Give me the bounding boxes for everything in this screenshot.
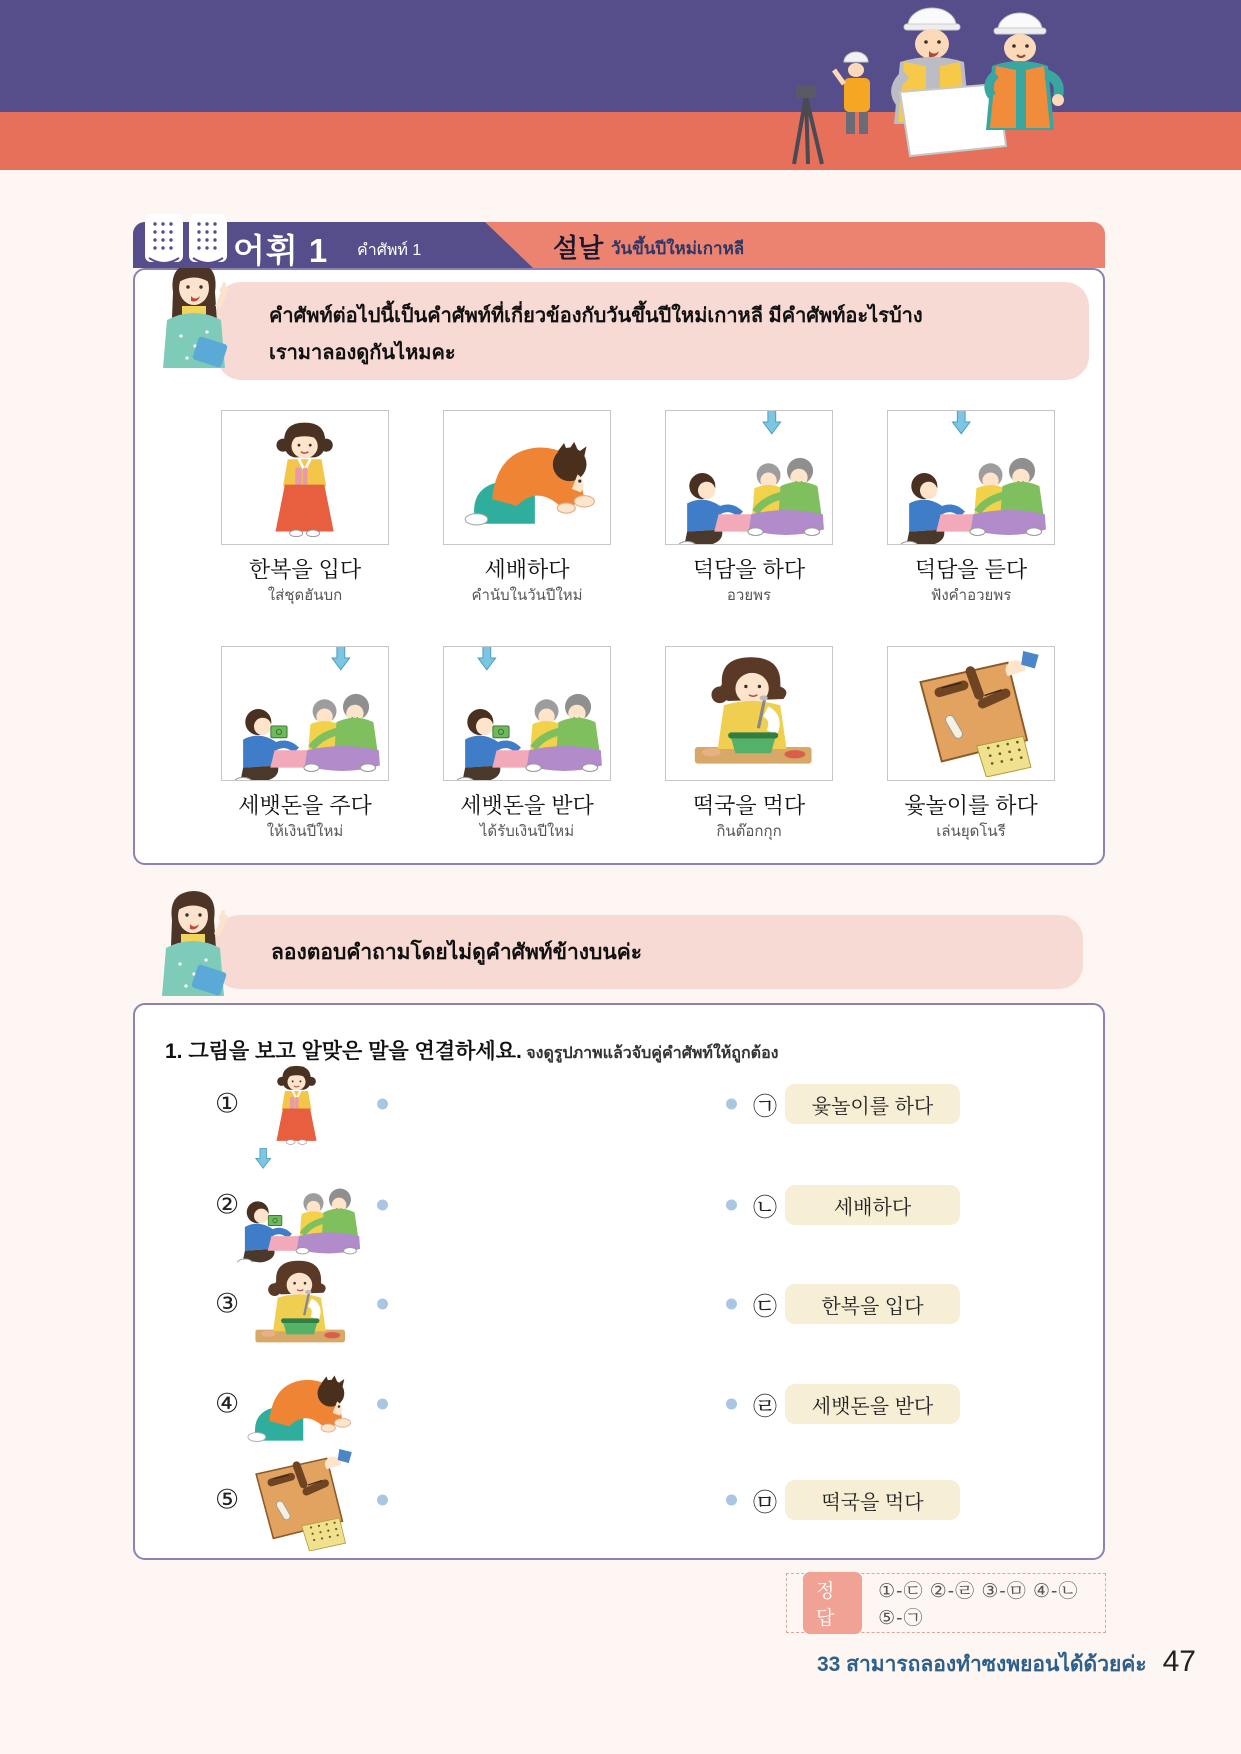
topic-title-thai: วันขึ้นปีใหม่เกาหลี (611, 239, 745, 258)
vocab-korean: 세뱃돈을 받다 (460, 793, 594, 818)
give-blessing-illustration (665, 410, 833, 545)
vocab-thai: ใส่ชุดฮันบก (267, 587, 343, 604)
option-box: 한복을 입다 (785, 1284, 960, 1324)
exercise-panel (133, 1003, 1105, 1560)
open-books-icon (143, 208, 229, 270)
exercise-title-korean: 1. 그림을 보고 알맞은 말을 연결하세요. (165, 1040, 522, 1063)
play-yunnori-illustration (887, 646, 1055, 781)
wear-hanbok-illustration (221, 410, 389, 545)
vocab-thai: ได้รับเงินปีใหม่ (479, 823, 575, 840)
match-row-5 (135, 1455, 1103, 1545)
receive-new-year-money-illustration (443, 646, 611, 781)
new-year-bow-illustration (443, 410, 611, 545)
vocab-card-wear-hanbok (221, 410, 389, 606)
vocab-thai: อวยพร (726, 587, 772, 604)
vocab-card-receive-money (443, 646, 611, 842)
teacher-illustration (149, 258, 245, 378)
vocab-card-give-blessing (665, 410, 833, 606)
vocab-korean: 덕담을 듣다 (914, 557, 1028, 582)
connect-dot-left (377, 1299, 388, 1310)
match-image-eat-tteokguk (227, 1256, 367, 1352)
match-row-3 (135, 1259, 1103, 1349)
option-letter: ㉤ (753, 1489, 777, 1517)
connect-dot-right (726, 1299, 737, 1310)
match-image-receive-money (227, 1147, 367, 1262)
practice-bubble-text: ลองตอบคำถามโดยไม่ดูคำศัพท์ข้างบนค่ะ (271, 940, 643, 964)
connect-dot-left (377, 1399, 388, 1410)
vocab-card-play-yunnori (887, 646, 1055, 842)
vocab-korean: 세뱃돈을 주다 (238, 793, 372, 818)
item-number: ③ (215, 1288, 240, 1319)
vocab-card-hear-blessing (887, 410, 1055, 606)
vocab-card-new-year-bow (443, 410, 611, 606)
option-box: 세배하다 (785, 1185, 960, 1225)
vocab-thai: เล่นยุดโนรี (936, 823, 1006, 840)
option-letter: ㉢ (753, 1293, 777, 1321)
intro-bubble-line2: เรามาลองดูกันไหมคะ (269, 342, 456, 364)
match-row-1 (135, 1059, 1103, 1149)
topic-title-korean: 설날 (553, 233, 604, 263)
hear-blessing-illustration (887, 410, 1055, 545)
construction-workers-illustration (760, 4, 1080, 170)
item-number: ① (215, 1088, 240, 1119)
intro-speech-bubble (217, 282, 1089, 380)
option-letter: ㉣ (753, 1393, 777, 1421)
vocabulary-panel (133, 268, 1105, 865)
match-row-2 (135, 1160, 1103, 1250)
page-number: 47 (1162, 1645, 1196, 1678)
match-image-wear-hanbok (227, 1062, 367, 1146)
vocab-korean: 떡국을 먹다 (692, 793, 806, 818)
option-letter: ㉠ (753, 1093, 777, 1121)
item-number: ② (215, 1189, 240, 1220)
teacher-illustration (148, 886, 244, 1006)
item-number: ⑤ (215, 1484, 240, 1515)
connect-dot-left (377, 1099, 388, 1110)
vocab-korean: 한복을 입다 (248, 557, 362, 582)
vocab-card-eat-tteokguk (665, 646, 833, 842)
option-box: 세뱃돈을 받다 (785, 1384, 960, 1424)
connect-dot-right (726, 1495, 737, 1506)
section-title-thai: คำศัพท์ 1 (357, 242, 422, 259)
exercise-heading (135, 1005, 1103, 1066)
vocab-korean: 세배하다 (484, 557, 570, 582)
connect-dot-left (377, 1200, 388, 1211)
footer-unit-note: 33 สามารถลองทำซงพยอนได้ด้วยค่ะ (816, 1653, 1147, 1676)
vocab-korean: 덕담을 하다 (692, 557, 806, 582)
vocab-card-grid (221, 410, 1055, 842)
option-letter: ㉡ (753, 1194, 777, 1222)
section-title-korean: 어휘 1 (233, 232, 329, 269)
answer-key (786, 1573, 1106, 1633)
match-row-4 (135, 1359, 1103, 1449)
vocab-thai: ให้เงินปีใหม่ (266, 823, 344, 840)
intro-bubble-line1: คำศัพท์ต่อไปนี้เป็นคำศัพท์ที่เกี่ยวข้องกับวันขึ้นปีใหม่เกาหลี มีคำศัพท์อะไรบ้าง (269, 305, 923, 327)
eat-tteokguk-illustration (665, 646, 833, 781)
match-image-yunnori (227, 1449, 367, 1551)
vocab-thai: คำนับในวันปีใหม่ (471, 587, 583, 604)
practice-speech-bubble (215, 915, 1083, 989)
answer-key-text: ①-㉢ ②-㉣ ③-㉤ ④-㉡ ⑤-㉠ (878, 1581, 1079, 1629)
vocab-korean: 윷놀이를 하다 (904, 793, 1038, 818)
connect-dot-left (377, 1495, 388, 1506)
vocab-thai: ฟังคำอวยพร (930, 587, 1012, 604)
option-box: 윷놀이를 하다 (785, 1084, 960, 1124)
section-header (133, 222, 1105, 268)
item-number: ④ (215, 1388, 240, 1419)
answer-key-badge: 정답 (803, 1572, 862, 1634)
option-box: 떡국을 먹다 (785, 1480, 960, 1520)
vocab-thai: กินต๊อกกุก (716, 823, 782, 840)
connect-dot-right (726, 1099, 737, 1110)
connect-dot-right (726, 1200, 737, 1211)
vocab-card-give-money (221, 646, 389, 842)
exercise-title-thai: จงดูรูปภาพแล้วจับคู่คำศัพท์ให้ถูกต้อง (526, 1045, 779, 1062)
page-footer (817, 1645, 1196, 1681)
match-image-bow (227, 1355, 367, 1453)
give-new-year-money-illustration (221, 646, 389, 781)
connect-dot-right (726, 1399, 737, 1410)
